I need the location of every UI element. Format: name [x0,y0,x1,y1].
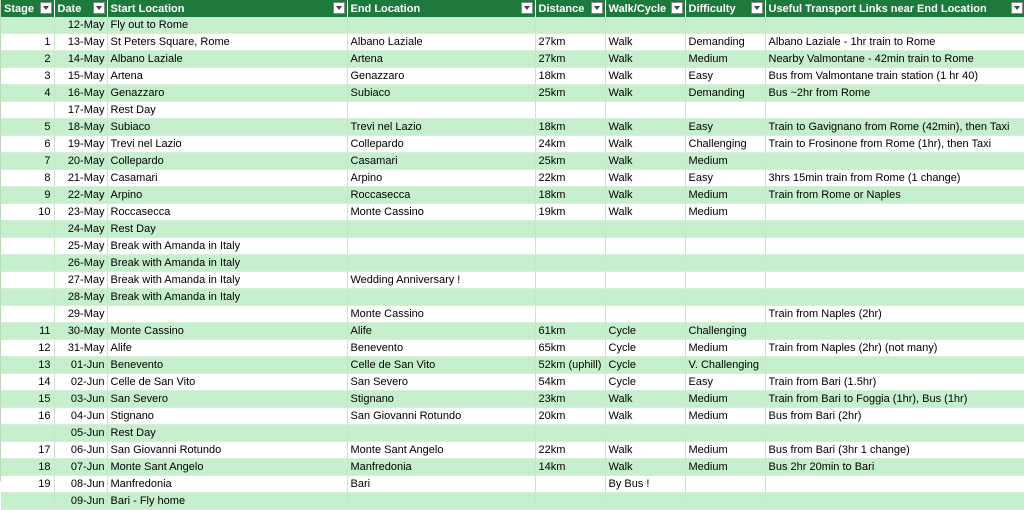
itinerary-table [1,0,1024,510]
cell-end-location[interactable] [347,238,535,255]
cell-stage[interactable] [1,272,54,289]
cell-transport-links[interactable]: Train from Bari to Foggia (1hr), Bus (1hr) [765,391,1024,408]
cell-end-location[interactable]: Benevento [347,340,535,357]
header-label: Date [57,2,82,15]
cell-stage[interactable] [1,425,54,442]
cell-mode[interactable]: Walk [605,34,685,51]
cell-transport-links[interactable]: Bus from Bari (3hr 1 change) [765,442,1024,459]
cell-transport-links[interactable]: Train from Naples (2hr) [765,306,1024,323]
cell-date[interactable]: 16-May [54,85,107,102]
cell-transport-links[interactable]: Bus from Bari (2hr) [765,408,1024,425]
cell-mode[interactable] [605,493,685,510]
table-row [1,85,1024,102]
cell-difficulty[interactable]: Medium [685,391,765,408]
cell-transport-links[interactable]: Train to Frosinone from Rome (1hr), then Taxi [765,136,1024,153]
table-row [1,425,1024,442]
cell-distance[interactable] [535,425,605,442]
table-row [1,459,1024,476]
cell-difficulty[interactable]: Medium [685,408,765,425]
table-row [1,187,1024,204]
cell-start-location[interactable]: Collepardo [107,153,347,170]
cell-date[interactable]: 22-May [54,187,107,204]
cell-transport-links[interactable] [765,255,1024,272]
cell-mode[interactable]: Walk [605,459,685,476]
cell-distance[interactable]: 52km (uphill) [535,357,605,374]
cell-stage[interactable]: 12 [1,340,54,357]
cell-start-location[interactable]: Break with Amanda in Italy [107,289,347,306]
cell-date[interactable]: 06-Jun [54,442,107,459]
cell-mode[interactable]: Walk [605,442,685,459]
filter-dropdown-icon[interactable] [671,2,683,14]
cell-transport-links[interactable]: Albano Laziale - 1hr train to Rome [765,34,1024,51]
cell-transport-links[interactable] [765,221,1024,238]
cell-date[interactable]: 02-Jun [54,374,107,391]
cell-mode[interactable] [605,425,685,442]
cell-end-location[interactable]: Alife [347,323,535,340]
cell-stage[interactable] [1,17,54,34]
cell-distance[interactable]: 27km [535,51,605,68]
table-row [1,272,1024,289]
cell-end-location[interactable]: San Severo [347,374,535,391]
cell-mode[interactable]: Cycle [605,357,685,374]
cell-transport-links[interactable]: Train to Gavignano from Rome (42min), then Taxi [765,119,1024,136]
header-label: Stage [4,2,34,15]
cell-distance[interactable]: 19km [535,204,605,221]
header-difficulty[interactable] [685,0,765,17]
cell-mode[interactable] [605,17,685,34]
table-row [1,68,1024,85]
table-row [1,493,1024,510]
cell-stage[interactable]: 18 [1,459,54,476]
cell-date[interactable]: 09-Jun [54,493,107,510]
cell-start-location[interactable]: San Severo [107,391,347,408]
cell-stage[interactable]: 15 [1,391,54,408]
table-row [1,391,1024,408]
table-row [1,255,1024,272]
cell-stage[interactable] [1,255,54,272]
cell-difficulty[interactable]: Medium [685,340,765,357]
cell-date[interactable]: 04-Jun [54,408,107,425]
cell-end-location[interactable] [347,493,535,510]
cell-start-location[interactable] [107,306,347,323]
cell-difficulty[interactable] [685,425,765,442]
cell-date[interactable]: 18-May [54,119,107,136]
cell-end-location[interactable] [347,289,535,306]
cell-end-location[interactable]: Monte Cassino [347,306,535,323]
cell-transport-links[interactable] [765,153,1024,170]
cell-distance[interactable] [535,238,605,255]
cell-difficulty[interactable] [685,238,765,255]
cell-end-location[interactable]: Subiaco [347,85,535,102]
cell-date[interactable]: 25-May [54,238,107,255]
cell-stage[interactable]: 1 [1,34,54,51]
cell-end-location[interactable]: Roccasecca [347,187,535,204]
cell-transport-links[interactable] [765,476,1024,493]
cell-distance[interactable]: 18km [535,187,605,204]
header-walk-cycle[interactable] [605,0,685,17]
cell-start-location[interactable]: Genazzaro [107,85,347,102]
cell-mode[interactable]: By Bus ! [605,476,685,493]
cell-difficulty[interactable]: Challenging [685,136,765,153]
filter-dropdown-icon[interactable] [751,2,763,14]
cell-date[interactable]: 24-May [54,221,107,238]
cell-difficulty[interactable]: Medium [685,187,765,204]
cell-start-location[interactable]: Bari - Fly home [107,493,347,510]
cell-difficulty[interactable] [685,255,765,272]
cell-difficulty[interactable]: Easy [685,170,765,187]
cell-date[interactable]: 29-May [54,306,107,323]
cell-start-location[interactable]: Casamari [107,170,347,187]
cell-end-location[interactable]: Stignano [347,391,535,408]
header-transport-links[interactable] [765,0,1024,17]
cell-transport-links[interactable] [765,425,1024,442]
cell-distance[interactable] [535,102,605,119]
cell-distance[interactable]: 23km [535,391,605,408]
cell-stage[interactable]: 7 [1,153,54,170]
table-row [1,204,1024,221]
cell-mode[interactable]: Cycle [605,340,685,357]
cell-transport-links[interactable]: Train from Rome or Naples [765,187,1024,204]
filter-dropdown-icon[interactable] [333,2,345,14]
cell-start-location[interactable]: Fly out to Rome [107,17,347,34]
cell-distance[interactable]: 14km [535,459,605,476]
cell-stage[interactable] [1,493,54,510]
header-stage[interactable] [1,0,54,17]
cell-transport-links[interactable]: Train from Bari (1.5hr) [765,374,1024,391]
cell-mode[interactable]: Walk [605,153,685,170]
cell-distance[interactable] [535,306,605,323]
cell-end-location[interactable]: Wedding Anniversary ! [347,272,535,289]
table-row [1,119,1024,136]
cell-start-location[interactable]: Break with Amanda in Italy [107,255,347,272]
cell-transport-links[interactable]: Bus from Valmontane train station (1 hr 40) [765,68,1024,85]
cell-start-location[interactable]: Break with Amanda in Italy [107,272,347,289]
cell-mode[interactable]: Walk [605,187,685,204]
cell-mode[interactable] [605,221,685,238]
table-row [1,306,1024,323]
cell-end-location[interactable] [347,102,535,119]
cell-distance[interactable] [535,17,605,34]
cell-stage[interactable] [1,306,54,323]
cell-stage[interactable]: 8 [1,170,54,187]
table-row [1,476,1024,493]
cell-distance[interactable]: 25km [535,85,605,102]
cell-transport-links[interactable] [765,323,1024,340]
cell-mode[interactable] [605,102,685,119]
table-row [1,442,1024,459]
cell-date[interactable]: 01-Jun [54,357,107,374]
cell-transport-links[interactable]: Nearby Valmontane - 42min train to Rome [765,51,1024,68]
cell-start-location[interactable]: Alife [107,340,347,357]
cell-start-location[interactable]: Rest Day [107,102,347,119]
cell-date[interactable]: 23-May [54,204,107,221]
cell-stage[interactable] [1,221,54,238]
cell-distance[interactable]: 18km [535,119,605,136]
table-row [1,17,1024,34]
cell-difficulty[interactable] [685,476,765,493]
cell-transport-links[interactable]: Train from Naples (2hr) (not many) [765,340,1024,357]
cell-distance[interactable]: 25km [535,153,605,170]
table-row [1,221,1024,238]
cell-mode[interactable]: Walk [605,85,685,102]
cell-difficulty[interactable] [685,17,765,34]
table-row [1,323,1024,340]
cell-start-location[interactable]: San Giovanni Rotundo [107,442,347,459]
cell-difficulty[interactable] [685,221,765,238]
cell-distance[interactable]: 22km [535,170,605,187]
cell-date[interactable]: 31-May [54,340,107,357]
cell-start-location[interactable]: Arpino [107,187,347,204]
cell-date[interactable]: 05-Jun [54,425,107,442]
header-label: Start Location [110,2,185,15]
cell-date[interactable]: 13-May [54,34,107,51]
cell-distance[interactable]: 22km [535,442,605,459]
cell-end-location[interactable]: Albano Laziale [347,34,535,51]
cell-difficulty[interactable]: Medium [685,51,765,68]
table-row [1,357,1024,374]
table-body [1,17,1024,510]
cell-distance[interactable] [535,476,605,493]
cell-stage[interactable]: 17 [1,442,54,459]
cell-end-location[interactable] [347,425,535,442]
cell-mode[interactable]: Walk [605,391,685,408]
cell-mode[interactable]: Cycle [605,374,685,391]
cell-date[interactable]: 08-Jun [54,476,107,493]
cell-end-location[interactable]: Artena [347,51,535,68]
cell-difficulty[interactable] [685,289,765,306]
cell-end-location[interactable] [347,221,535,238]
cell-start-location[interactable]: Subiaco [107,119,347,136]
table-row [1,289,1024,306]
cell-start-location[interactable]: Benevento [107,357,347,374]
cell-distance[interactable] [535,221,605,238]
header-label: Distance [538,2,585,15]
cell-difficulty[interactable]: Medium [685,459,765,476]
cell-difficulty[interactable] [685,306,765,323]
cell-mode[interactable]: Walk [605,170,685,187]
cell-transport-links[interactable] [765,289,1024,306]
header-date[interactable] [54,0,107,17]
table-row [1,102,1024,119]
cell-end-location[interactable]: Collepardo [347,136,535,153]
cell-date[interactable]: 26-May [54,255,107,272]
filter-dropdown-icon[interactable] [40,2,52,14]
cell-mode[interactable] [605,272,685,289]
cell-end-location[interactable]: Celle de San Vito [347,357,535,374]
cell-stage[interactable]: 4 [1,85,54,102]
cell-difficulty[interactable] [685,102,765,119]
cell-start-location[interactable]: Monte Cassino [107,323,347,340]
cell-stage[interactable] [1,238,54,255]
cell-start-location[interactable]: Monte Sant Angelo [107,459,347,476]
cell-mode[interactable]: Walk [605,119,685,136]
cell-mode[interactable]: Walk [605,204,685,221]
cell-stage[interactable]: 16 [1,408,54,425]
cell-date[interactable]: 15-May [54,68,107,85]
header-row [1,0,1024,17]
table-row [1,238,1024,255]
header-end-location[interactable] [347,0,535,17]
cell-difficulty[interactable]: Medium [685,442,765,459]
cell-mode[interactable]: Walk [605,408,685,425]
cell-date[interactable]: 03-Jun [54,391,107,408]
cell-start-location[interactable]: Manfredonia [107,476,347,493]
cell-stage[interactable]: 14 [1,374,54,391]
cell-transport-links[interactable]: Bus ~2hr from Rome [765,85,1024,102]
cell-distance[interactable] [535,272,605,289]
cell-date[interactable]: 17-May [54,102,107,119]
cell-stage[interactable]: 11 [1,323,54,340]
cell-distance[interactable]: 20km [535,408,605,425]
cell-transport-links[interactable] [765,204,1024,221]
cell-transport-links[interactable]: Bus 2hr 20min to Bari [765,459,1024,476]
cell-end-location[interactable]: Arpino [347,170,535,187]
header-label: Useful Transport Links near End Location [768,2,987,15]
cell-date[interactable]: 07-Jun [54,459,107,476]
cell-mode[interactable] [605,238,685,255]
table-row [1,136,1024,153]
cell-transport-links[interactable]: 3hrs 15min train from Rome (1 change) [765,170,1024,187]
cell-distance[interactable]: 24km [535,136,605,153]
table-row [1,374,1024,391]
cell-difficulty[interactable]: Medium [685,153,765,170]
table-row [1,34,1024,51]
cell-stage[interactable]: 19 [1,476,54,493]
cell-start-location[interactable]: Rest Day [107,221,347,238]
cell-mode[interactable]: Walk [605,51,685,68]
cell-start-location[interactable]: Artena [107,68,347,85]
table-row [1,51,1024,68]
cell-date[interactable]: 19-May [54,136,107,153]
header-label: End Location [350,2,421,15]
cell-stage[interactable] [1,289,54,306]
cell-stage[interactable]: 10 [1,204,54,221]
cell-start-location[interactable]: Albano Laziale [107,51,347,68]
cell-mode[interactable]: Walk [605,68,685,85]
table-row [1,170,1024,187]
cell-stage[interactable]: 2 [1,51,54,68]
cell-end-location[interactable]: Casamari [347,153,535,170]
cell-start-location[interactable]: St Peters Square, Rome [107,34,347,51]
cell-distance[interactable] [535,493,605,510]
cell-transport-links[interactable] [765,102,1024,119]
cell-end-location[interactable]: Monte Cassino [347,204,535,221]
cell-mode[interactable] [605,306,685,323]
cell-difficulty[interactable]: Medium [685,204,765,221]
cell-stage[interactable]: 13 [1,357,54,374]
cell-end-location[interactable]: Monte Sant Angelo [347,442,535,459]
filter-dropdown-icon[interactable] [591,2,603,14]
filter-dropdown-icon[interactable] [93,2,105,14]
cell-start-location[interactable]: Break with Amanda in Italy [107,238,347,255]
cell-mode[interactable]: Walk [605,136,685,153]
cell-date[interactable]: 28-May [54,289,107,306]
cell-date[interactable]: 14-May [54,51,107,68]
cell-date[interactable]: 12-May [54,17,107,34]
cell-date[interactable]: 21-May [54,170,107,187]
cell-difficulty[interactable] [685,272,765,289]
cell-end-location[interactable]: Genazzaro [347,68,535,85]
header-label: Difficulty [688,2,736,15]
cell-transport-links[interactable] [765,238,1024,255]
table-row [1,340,1024,357]
cell-end-location[interactable]: Manfredonia [347,459,535,476]
header-start-location[interactable] [107,0,347,17]
cell-difficulty[interactable]: Easy [685,119,765,136]
cell-stage[interactable] [1,102,54,119]
cell-start-location[interactable]: Rest Day [107,425,347,442]
filter-dropdown-icon[interactable] [521,2,533,14]
cell-transport-links[interactable] [765,17,1024,34]
table-row [1,153,1024,170]
cell-difficulty[interactable]: Demanding [685,85,765,102]
table-row [1,408,1024,425]
cell-transport-links[interactable] [765,493,1024,510]
cell-start-location[interactable]: Stignano [107,408,347,425]
cell-distance[interactable] [535,255,605,272]
cell-start-location[interactable]: Celle de San Vito [107,374,347,391]
cell-mode[interactable] [605,289,685,306]
header-label: Walk/Cycle [608,2,667,15]
filter-dropdown-icon[interactable] [1011,2,1023,14]
cell-distance[interactable]: 18km [535,68,605,85]
header-distance[interactable] [535,0,605,17]
cell-difficulty[interactable]: Demanding [685,34,765,51]
cell-start-location[interactable]: Trevi nel Lazio [107,136,347,153]
cell-end-location[interactable]: Bari [347,476,535,493]
cell-difficulty[interactable]: Challenging [685,323,765,340]
cell-difficulty[interactable]: Easy [685,374,765,391]
cell-difficulty[interactable]: Easy [685,68,765,85]
cell-end-location[interactable]: Trevi nel Lazio [347,119,535,136]
cell-stage[interactable]: 6 [1,136,54,153]
cell-mode[interactable]: Cycle [605,323,685,340]
cell-distance[interactable] [535,289,605,306]
cell-transport-links[interactable] [765,357,1024,374]
cell-mode[interactable] [605,255,685,272]
cell-date[interactable]: 30-May [54,323,107,340]
cell-stage[interactable]: 9 [1,187,54,204]
cell-start-location[interactable]: Roccasecca [107,204,347,221]
cell-transport-links[interactable] [765,272,1024,289]
cell-end-location[interactable] [347,255,535,272]
cell-date[interactable]: 27-May [54,272,107,289]
cell-end-location[interactable] [347,17,535,34]
cell-distance[interactable]: 65km [535,340,605,357]
cell-stage[interactable]: 3 [1,68,54,85]
cell-distance[interactable]: 27km [535,34,605,51]
cell-end-location[interactable]: San Giovanni Rotundo [347,408,535,425]
cell-stage[interactable]: 5 [1,119,54,136]
cell-difficulty[interactable]: V. Challenging [685,357,765,374]
cell-date[interactable]: 20-May [54,153,107,170]
cell-distance[interactable]: 61km [535,323,605,340]
cell-distance[interactable]: 54km [535,374,605,391]
cell-difficulty[interactable] [685,493,765,510]
